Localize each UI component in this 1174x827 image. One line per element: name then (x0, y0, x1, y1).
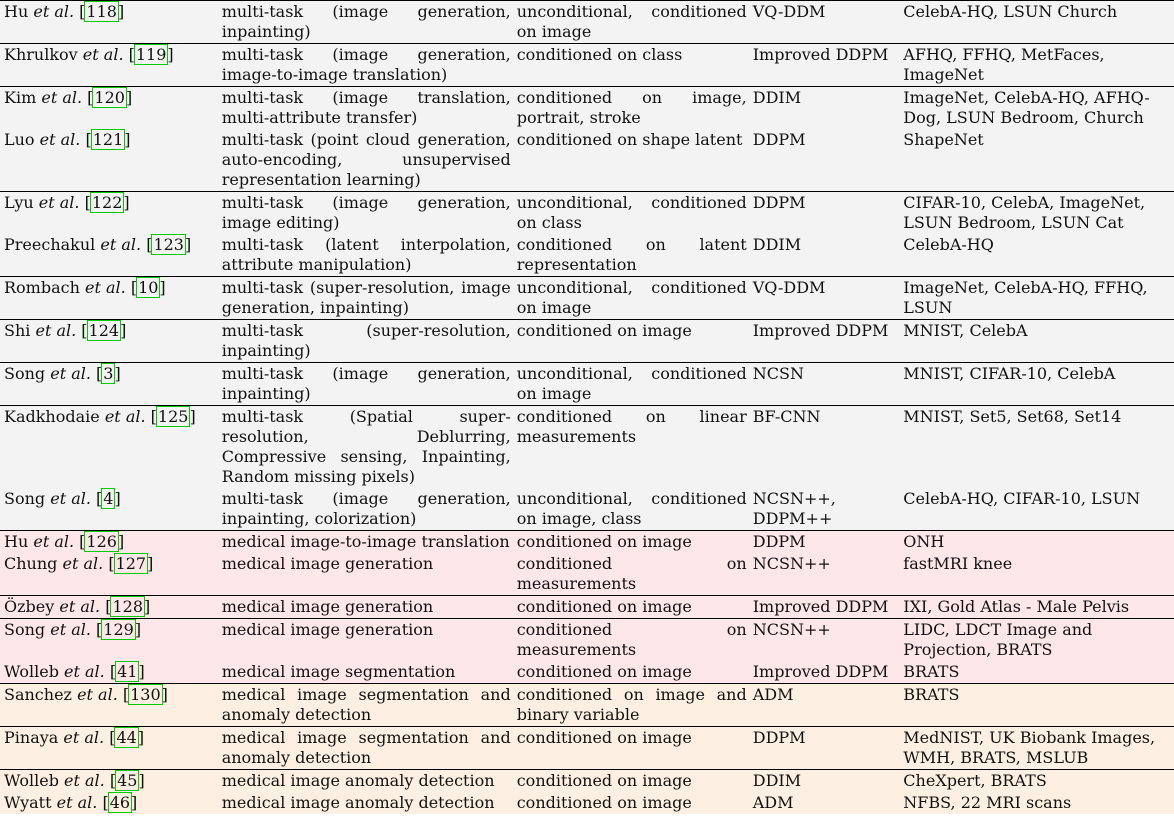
author-cell: Wolleb et al. [45] (0, 770, 218, 793)
conditioning-cell: conditioned on measurements (513, 619, 749, 662)
author-name: Kadkhodaie (4, 407, 100, 426)
task-cell: multi-task (point cloud generation, auto-encoding, unsupervised representation learning) (218, 129, 513, 192)
table-row (0, 792, 1174, 814)
model-cell: ADM (749, 684, 900, 727)
author-cell: Khrulkov et al. [119] (0, 44, 218, 87)
model-cell: VQ-DDM (749, 277, 900, 320)
task-cell: multi-task (image generation, image-to-image translation) (218, 44, 513, 87)
conditioning-cell: unconditional, conditioned on image (513, 1, 749, 44)
datasets-cell: ShapeNet (899, 129, 1174, 192)
task-cell: medical image segmentation and anomaly detection (218, 727, 513, 770)
task-cell: medical image generation (218, 619, 513, 662)
author-cell: Pinaya et al. [44] (0, 727, 218, 770)
task-cell: medical image segmentation and anomaly detection (218, 684, 513, 727)
citation-link[interactable]: 4 (103, 489, 114, 508)
et-al: et al. (104, 407, 146, 426)
author-cell: Sanchez et al. [130] (0, 684, 218, 727)
task-cell: multi-task (latent interpolation, attribute manipulation) (218, 234, 513, 277)
author-cell: Song et al. [4] (0, 488, 218, 531)
author-cell: Lyu et al. [122] (0, 192, 218, 235)
conditioning-cell: conditioned on image and binary variable (513, 684, 749, 727)
datasets-cell: CelebA-HQ, CIFAR-10, LSUN (899, 488, 1174, 531)
datasets-cell: IXI, Gold Atlas - Male Pelvis (899, 596, 1174, 619)
model-cell: DDIM (749, 87, 900, 130)
citation-link[interactable]: 125 (157, 407, 189, 426)
task-cell: multi-task (image translation, multi-attribute transfer) (218, 87, 513, 130)
et-al: et al. (62, 554, 104, 573)
task-cell: multi-task (image generation, image editing) (218, 192, 513, 235)
et-al: et al. (59, 597, 101, 616)
model-cell: DDIM (749, 770, 900, 793)
table-row (0, 531, 1174, 554)
model-cell: NCSN++, DDPM++ (749, 488, 900, 531)
datasets-cell: BRATS (899, 661, 1174, 684)
author-cell: Song et al. [3] (0, 363, 218, 406)
conditioning-cell: conditioned on image, portrait, stroke (513, 87, 749, 130)
author-cell: Luo et al. [121] (0, 129, 218, 192)
citation-link[interactable]: 120 (94, 88, 125, 107)
table-row (0, 234, 1174, 277)
et-al: et al. (38, 193, 80, 212)
table-row (0, 661, 1174, 684)
conditioning-cell: conditioned on image (513, 596, 749, 619)
conditioning-cell: conditioned on image (513, 661, 749, 684)
author-name: Lyu (4, 193, 34, 212)
citation-link[interactable]: 41 (117, 662, 138, 681)
author-cell: Kim et al. [120] (0, 87, 218, 130)
table-row (0, 363, 1174, 406)
task-cell: multi-task (Spatial super-resolution, Deblurring, Compressive sensing, Inpainting, Random missing pixels) (218, 406, 513, 489)
et-al: et al. (50, 364, 91, 383)
citation-link[interactable]: 10 (138, 278, 159, 297)
author-name: Kim (4, 88, 37, 107)
et-al: et al. (64, 771, 105, 790)
citation-link[interactable]: 119 (135, 45, 167, 64)
task-cell: multi-task (image generation, inpainting, colorization) (218, 488, 513, 531)
author-cell: Wyatt et al. [46] (0, 792, 218, 814)
task-cell: medical image generation (218, 553, 513, 596)
task-cell: multi-task (super-resolution, inpainting) (218, 320, 513, 363)
conditioning-cell: conditioned on linear measurements (513, 406, 749, 489)
table-row (0, 596, 1174, 619)
task-cell: medical image anomaly detection (218, 792, 513, 814)
model-cell: BF-CNN (749, 406, 900, 489)
et-al: et al. (82, 45, 124, 64)
conditioning-cell: conditioned on image (513, 770, 749, 793)
author-cell: Özbey et al. [128] (0, 596, 218, 619)
citation-link[interactable]: 128 (112, 597, 143, 616)
author-cell: Chung et al. [127] (0, 553, 218, 596)
author-cell: Kadkhodaie et al. [125] (0, 406, 218, 489)
model-cell: DDIM (749, 234, 900, 277)
author-cell: Rombach et al. [10] (0, 277, 218, 320)
citation-link[interactable]: 127 (115, 554, 147, 573)
citation-link[interactable]: 45 (117, 771, 138, 790)
table-row (0, 770, 1174, 793)
model-cell: Improved DDPM (749, 661, 900, 684)
table-row (0, 727, 1174, 770)
conditioning-cell: conditioned on latent representation (513, 234, 749, 277)
et-al: et al. (56, 793, 98, 812)
conditioning-cell: unconditional, conditioned on image, class (513, 488, 749, 531)
citation-link[interactable]: 130 (130, 685, 161, 704)
model-cell: DDPM (749, 129, 900, 192)
author-name: Hu (4, 532, 29, 551)
model-cell: Improved DDPM (749, 320, 900, 363)
conditioning-cell: conditioned on image (513, 531, 749, 554)
et-al: et al. (77, 685, 118, 704)
datasets-cell: CIFAR-10, CelebA, ImageNet, LSUN Bedroom, LSUN Cat (899, 192, 1174, 235)
model-cell: DDPM (749, 727, 900, 770)
citation-link[interactable]: 129 (103, 620, 134, 639)
author-name: Luo (4, 130, 35, 149)
et-al: et al. (100, 235, 142, 254)
datasets-cell: CelebA-HQ, LSUN Church (899, 1, 1174, 44)
conditioning-cell: unconditional, conditioned on image (513, 363, 749, 406)
datasets-cell: MedNIST, UK Biobank Images, WMH, BRATS, MSLUB (899, 727, 1174, 770)
conditioning-cell: unconditional, conditioned on class (513, 192, 749, 235)
citation-link[interactable]: 123 (153, 235, 184, 254)
citation-link[interactable]: 46 (109, 793, 131, 812)
datasets-cell: fastMRI knee (899, 553, 1174, 596)
datasets-cell: BRATS (899, 684, 1174, 727)
task-cell: multi-task (image generation, inpainting) (218, 363, 513, 406)
table-row (0, 553, 1174, 596)
datasets-cell: MNIST, CIFAR-10, CelebA (899, 363, 1174, 406)
citation-link[interactable]: 121 (92, 130, 124, 149)
table-row (0, 320, 1174, 363)
model-cell: Improved DDPM (749, 596, 900, 619)
citation-link[interactable]: 124 (88, 321, 120, 340)
et-al: et al. (33, 2, 75, 21)
citation-link[interactable]: 118 (86, 2, 117, 21)
table-body (0, 1, 1174, 815)
conditioning-cell: unconditional, conditioned on image (513, 277, 749, 320)
model-cell: DDPM (749, 192, 900, 235)
et-al: et al. (50, 620, 91, 639)
et-al: et al. (85, 278, 126, 297)
et-al: et al. (50, 489, 91, 508)
author-cell: Song et al. [129] (0, 619, 218, 662)
citation-link[interactable]: 3 (103, 364, 114, 383)
model-cell: VQ-DDM (749, 1, 900, 44)
et-al: et al. (41, 88, 83, 107)
task-cell: multi-task (image generation, inpainting) (218, 1, 513, 44)
et-al: et al. (39, 130, 81, 149)
conditioning-cell: conditioned on measurements (513, 553, 749, 596)
conditioning-cell: conditioned on shape latent (513, 129, 749, 192)
table-row (0, 619, 1174, 662)
conditioning-cell: conditioned on image (513, 792, 749, 814)
author-cell: Wolleb et al. [41] (0, 661, 218, 684)
table-row (0, 44, 1174, 87)
author-name: Chung (4, 554, 58, 573)
table-row (0, 129, 1174, 192)
datasets-cell: ImageNet, CelebA-HQ, AFHQ-Dog, LSUN Bedroom, Church (899, 87, 1174, 130)
author-name: Song (4, 364, 46, 383)
task-cell: medical image-to-image translation (218, 531, 513, 554)
author-name: Wyatt (4, 793, 52, 812)
et-al: et al. (63, 728, 105, 747)
datasets-cell: CelebA-HQ (899, 234, 1174, 277)
table-row (0, 488, 1174, 531)
datasets-cell: CheXpert, BRATS (899, 770, 1174, 793)
model-cell: NCSN++ (749, 619, 900, 662)
author-name: Preechakul (4, 235, 96, 254)
author-name: Hu (4, 2, 29, 21)
task-cell: multi-task (super-resolution, image generation, inpainting) (218, 277, 513, 320)
author-name: Sanchez (4, 685, 72, 704)
datasets-cell: ImageNet, CelebA-HQ, FFHQ, LSUN (899, 277, 1174, 320)
author-name: Pinaya (4, 728, 59, 747)
datasets-cell: AFHQ, FFHQ, MetFaces, ImageNet (899, 44, 1174, 87)
datasets-cell: ONH (899, 531, 1174, 554)
et-al: et al. (35, 321, 77, 340)
datasets-cell: MNIST, CelebA (899, 320, 1174, 363)
author-name: Song (4, 489, 46, 508)
author-name: Özbey (4, 597, 55, 616)
table-row (0, 87, 1174, 130)
author-name: Rombach (4, 278, 80, 297)
author-cell: Shi et al. [124] (0, 320, 218, 363)
conditioning-cell: conditioned on image (513, 320, 749, 363)
model-cell: NCSN (749, 363, 900, 406)
task-cell: medical image generation (218, 596, 513, 619)
task-cell: medical image segmentation (218, 661, 513, 684)
task-cell: medical image anomaly detection (218, 770, 513, 793)
citation-link[interactable]: 126 (86, 532, 117, 551)
author-name: Song (4, 620, 46, 639)
datasets-cell: MNIST, Set5, Set68, Set14 (899, 406, 1174, 489)
citation-link[interactable]: 44 (116, 728, 137, 747)
et-al: et al. (33, 532, 75, 551)
model-cell: Improved DDPM (749, 44, 900, 87)
model-cell: NCSN++ (749, 553, 900, 596)
conditioning-cell: conditioned on class (513, 44, 749, 87)
datasets-cell: NFBS, 22 MRI scans (899, 792, 1174, 814)
model-cell: DDPM (749, 531, 900, 554)
author-cell: Preechakul et al. [123] (0, 234, 218, 277)
table-row (0, 1, 1174, 44)
model-cell: ADM (749, 792, 900, 814)
table-row (0, 406, 1174, 489)
author-name: Wolleb (4, 662, 59, 681)
table-row (0, 192, 1174, 235)
et-al: et al. (64, 662, 105, 681)
author-cell: Hu et al. [126] (0, 531, 218, 554)
citation-link[interactable]: 122 (91, 193, 123, 212)
conditioning-cell: conditioned on image (513, 727, 749, 770)
author-name: Khrulkov (4, 45, 78, 64)
author-name: Wolleb (4, 771, 59, 790)
table-row (0, 684, 1174, 727)
author-name: Shi (4, 321, 31, 340)
datasets-cell: LIDC, LDCT Image and Projection, BRATS (899, 619, 1174, 662)
table-row (0, 277, 1174, 320)
author-cell: Hu et al. [118] (0, 1, 218, 44)
